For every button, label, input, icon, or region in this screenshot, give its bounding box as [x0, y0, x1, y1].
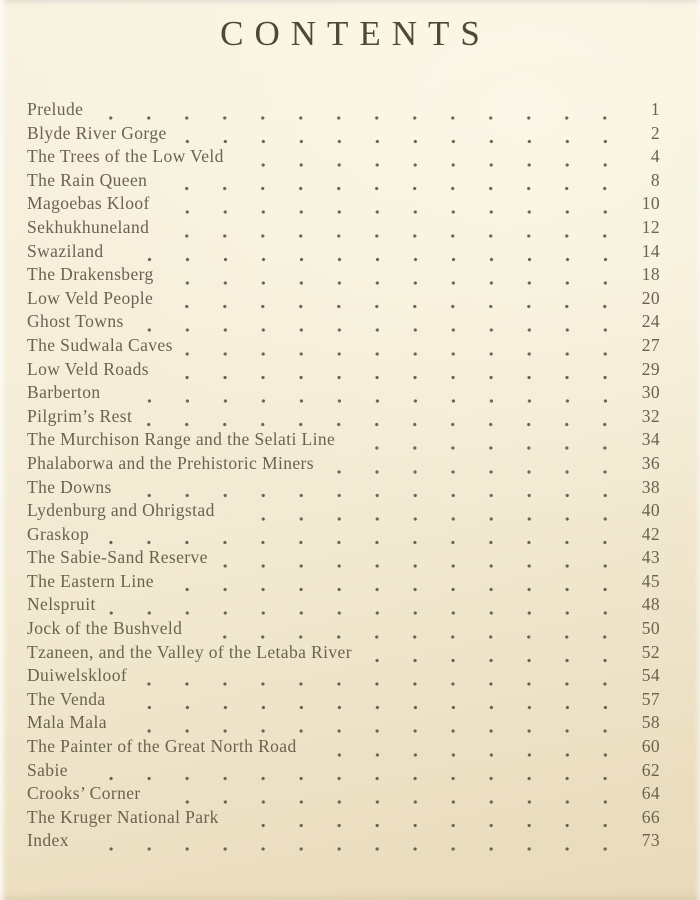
dot-leader	[364, 642, 614, 666]
toc-row	[0, 524, 700, 548]
dot-leader	[194, 618, 614, 642]
toc-entry-page: 62	[641, 759, 660, 780]
dot-leader	[326, 453, 614, 477]
toc-row	[0, 264, 700, 288]
toc-entry-label: Mala Mala	[27, 712, 107, 733]
toc-entry-page: 54	[641, 665, 660, 686]
toc-entry-label: The Downs	[27, 476, 112, 497]
dot-leader	[309, 736, 614, 760]
toc-entry-label: Sabie	[27, 759, 68, 780]
dot-leader	[231, 807, 614, 831]
toc-entry-label: Phalaborwa and the Prehistoric Miners	[27, 452, 314, 473]
toc-entry-label: Low Veld Roads	[27, 358, 149, 379]
toc-row	[0, 99, 700, 123]
dot-leader	[116, 241, 615, 265]
toc-row	[0, 429, 700, 453]
toc-row	[0, 618, 700, 642]
toc-entry-page: 32	[641, 405, 660, 426]
toc-entry-label: Graskop	[27, 523, 90, 544]
dot-leader	[161, 359, 614, 383]
toc-entry-page: 48	[641, 594, 660, 615]
toc-row	[0, 642, 700, 666]
toc-row	[0, 477, 700, 501]
dot-leader	[220, 547, 614, 571]
dot-leader	[139, 665, 614, 689]
dot-leader	[159, 170, 614, 194]
toc-entry-label: Sekhukhuneland	[27, 216, 150, 237]
toc-row	[0, 453, 700, 477]
dot-leader	[347, 429, 614, 453]
toc-row	[0, 712, 700, 736]
toc-entry-label: Index	[27, 830, 69, 851]
toc-row	[0, 193, 700, 217]
toc-entry-page: 10	[641, 193, 660, 214]
toc-entry-label: Crooks’ Corner	[27, 783, 141, 804]
dot-leader	[162, 193, 614, 217]
toc-entry-label: Jock of the Bushveld	[27, 618, 183, 639]
toc-entry-label: The Rain Queen	[27, 169, 148, 190]
dot-leader	[185, 335, 614, 359]
dot-leader	[236, 146, 614, 170]
toc-entry-label: Pilgrim’s Rest	[27, 405, 133, 426]
toc-entry-page: 20	[641, 287, 660, 308]
toc-row	[0, 382, 700, 406]
dot-leader	[101, 524, 614, 548]
toc-entry-page: 43	[641, 547, 660, 568]
toc-row	[0, 123, 700, 147]
toc-entry-page: 4	[650, 146, 660, 167]
toc-entry-page: 14	[641, 240, 660, 261]
toc-entry-page: 45	[641, 570, 660, 591]
toc-entry-label: Barberton	[27, 382, 101, 403]
toc-entry-page: 64	[641, 783, 660, 804]
toc-row	[0, 547, 700, 571]
toc-row	[0, 170, 700, 194]
toc-entry-label: Prelude	[27, 99, 84, 119]
dot-leader	[113, 382, 614, 406]
toc-entry-page: 52	[641, 641, 660, 662]
toc-entry-label: Duiwelskloof	[27, 665, 128, 686]
toc-entry-page: 8	[650, 169, 660, 190]
toc-row	[0, 689, 700, 713]
toc-row	[0, 783, 700, 807]
page-title: CONTENTS	[220, 14, 491, 53]
toc-row	[0, 807, 700, 831]
toc-entry-label: The Eastern Line	[27, 570, 154, 591]
toc-entry-page: 40	[641, 500, 660, 521]
toc-entry-label: Ghost Towns	[27, 311, 124, 332]
dot-leader	[80, 760, 614, 784]
dot-leader	[166, 264, 614, 288]
toc-row	[0, 736, 700, 760]
dot-leader	[95, 99, 614, 123]
toc-entry-label: The Painter of the Great North Road	[27, 736, 297, 757]
toc-entry-label: The Kruger National Park	[27, 806, 219, 827]
dot-leader	[179, 123, 614, 147]
toc-entry-label: The Sudwala Caves	[27, 334, 173, 355]
toc-row	[0, 594, 700, 618]
toc-entry-page: 58	[641, 712, 660, 733]
toc-entry-page: 34	[641, 429, 660, 450]
toc-row	[0, 830, 700, 854]
dot-leader	[136, 311, 614, 335]
toc-entry-label: Blyde River Gorge	[27, 122, 167, 143]
dot-leader	[166, 571, 614, 595]
toc-row	[0, 665, 700, 689]
toc-entry-label: Tzaneen, and the Valley of the Letaba River	[27, 641, 352, 662]
toc-entry-page: 29	[641, 358, 660, 379]
toc-entry-label: Lydenburg and Ohrigstad	[27, 500, 215, 521]
toc-row	[0, 500, 700, 524]
dot-leader	[119, 712, 614, 736]
toc-entry-label: The Sabie-Sand Reserve	[27, 547, 208, 568]
toc-entry-page: 27	[641, 334, 660, 355]
toc-entry-page: 60	[641, 736, 660, 757]
toc-entry-label: Magoebas Kloof	[27, 193, 150, 214]
toc-row	[0, 217, 700, 241]
dot-leader	[124, 477, 614, 501]
toc-entry-label: Swaziland	[27, 240, 104, 261]
toc-row	[0, 311, 700, 335]
toc-entry-label: Low Veld People	[27, 287, 154, 308]
toc-entry-label: The Trees of the Low Veld	[27, 146, 224, 167]
toc-entry-page: 30	[641, 382, 660, 403]
dot-leader	[165, 288, 614, 312]
dot-leader	[144, 406, 614, 430]
toc-list	[0, 99, 700, 854]
toc-entry-page: 12	[641, 216, 660, 237]
toc-entry-page: 2	[650, 122, 660, 143]
toc-entry-page: 36	[641, 452, 660, 473]
toc-entry-page: 42	[641, 523, 660, 544]
dot-leader	[153, 783, 614, 807]
toc-entry-label: The Drakensberg	[27, 264, 154, 285]
dot-leader	[161, 217, 614, 241]
toc-entry-page: 57	[641, 688, 660, 709]
toc-entry-label: The Venda	[27, 688, 106, 709]
toc-entry-label: Nelspruit	[27, 594, 96, 615]
toc-row	[0, 335, 700, 359]
toc-row	[0, 571, 700, 595]
dot-leader	[118, 689, 614, 713]
toc-row	[0, 241, 700, 265]
toc-row	[0, 406, 700, 430]
toc-entry-label: The Murchison Range and the Selati Line	[27, 429, 336, 450]
dot-leader	[81, 830, 614, 854]
toc-entry-page: 38	[641, 476, 660, 497]
toc-row	[0, 146, 700, 170]
toc-entry-page: 18	[641, 264, 660, 285]
toc-entry-page: 1	[650, 99, 660, 119]
toc-row	[0, 760, 700, 784]
toc-entry-page: 24	[641, 311, 660, 332]
toc-entry-page: 73	[641, 830, 660, 851]
toc-row	[0, 288, 700, 312]
toc-entry-page: 66	[641, 806, 660, 827]
dot-leader	[227, 500, 614, 524]
toc-entry-page: 50	[641, 618, 660, 639]
dot-leader	[108, 594, 614, 618]
toc-row	[0, 359, 700, 383]
